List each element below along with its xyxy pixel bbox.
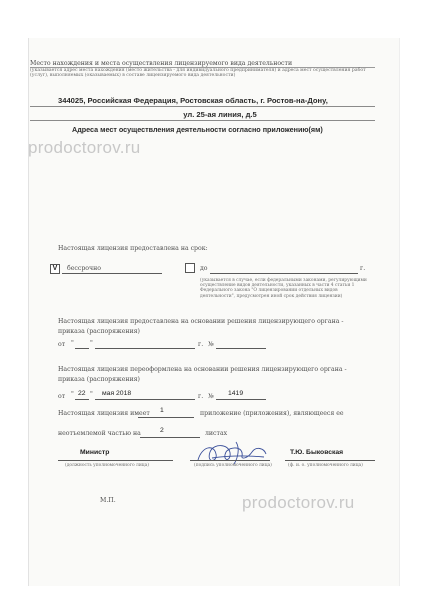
position-underline <box>58 460 173 461</box>
unlimited-underline <box>62 273 162 274</box>
grant-month-underline <box>95 348 195 349</box>
reissue-number: 1419 <box>228 390 244 397</box>
grant-quote-close: " <box>90 340 93 347</box>
until-checkbox <box>185 263 195 273</box>
name-underline <box>285 460 375 461</box>
appendices-prefix: Настоящая лицензия имеет <box>58 410 150 417</box>
reissue-label-line-1: Настоящая лицензия переоформлена на основании решения лицензирующего органа - <box>58 366 347 373</box>
grant-number-underline <box>216 348 266 349</box>
term-label: Настоящая лицензия предоставлена на срок: <box>58 245 208 252</box>
appendices-pages-underline <box>140 437 200 438</box>
reissue-month-year: мая 2018 <box>102 390 132 397</box>
address-underline-1 <box>30 106 375 107</box>
watermark-bottom: prodoctorov.ru <box>242 493 355 512</box>
grant-day-underline <box>75 348 89 349</box>
until-prefix: до <box>200 265 208 272</box>
grant-number-sign: № <box>208 341 214 348</box>
signature-note: (подпись уполномоченного лица) <box>194 463 272 468</box>
grant-label-line-2: приказа (распоряжения) <box>58 328 140 335</box>
grant-year-suffix: г. <box>198 341 204 348</box>
reissue-month-underline <box>95 399 195 400</box>
address-line-2: ул. 25-ая линия, д.5 <box>183 110 257 119</box>
until-date-underline <box>210 273 358 274</box>
appendices-suffix: листах <box>205 430 228 437</box>
reissue-from: от <box>58 393 66 400</box>
address-underline-2 <box>30 120 375 121</box>
appendices-count: 1 <box>160 407 164 414</box>
reissue-year-suffix: г. <box>198 393 204 400</box>
reissue-label-line-2: приказа (распоряжения) <box>58 376 140 383</box>
reissue-quote-open: " <box>71 391 74 398</box>
grant-quote-open: " <box>71 340 74 347</box>
reissue-number-sign: № <box>208 393 214 400</box>
address-line-1: 344025, Российская Федерация, Ростовская область, г. Ростов-на-Дону, <box>58 96 328 105</box>
term-note: (указывается в случае, если федеральными законами, регулирующими осуществление видов деятельности, указанных в части 4 статьи 1 Федерального закона "О лицензировании отдельных видов деятельности", предусмотрен иной срок действия лицензии) <box>200 278 367 299</box>
signatory-name: Т.Ю. Быковская <box>290 449 344 456</box>
checkbox-check-mark: V <box>52 265 58 272</box>
reissue-number-underline <box>216 399 266 400</box>
signature-underline <box>190 460 270 461</box>
address-line-3: Адреса мест осуществления деятельности согласно приложению(ям) <box>72 125 323 134</box>
unlimited-checkbox <box>50 264 60 274</box>
appendices-line-2-prefix: неотъемлемой частью на <box>58 430 141 437</box>
stamp-mark: М.П. <box>100 497 116 504</box>
location-heading: Место нахождения и места осуществления лицензируемого вида деятельности <box>30 60 293 67</box>
appendices-pages: 2 <box>160 427 164 434</box>
signatory-position: Министр <box>80 449 110 456</box>
appendices-count-underline <box>138 417 194 418</box>
grant-label-line-1: Настоящая лицензия предоставлена на основании решения лицензирующего органа - <box>58 318 344 325</box>
name-note: (ф. и. о. уполномоченного лица) <box>288 463 363 468</box>
location-heading-note: (указывается адрес места нахождения (место жительства - для индивидуального предпринимателя) и адреса мест осуществления работ (услуг), выполняемых (оказываемых) в составе лицензируемого вида деятельности) <box>30 68 366 79</box>
reissue-day-underline <box>75 399 89 400</box>
grant-from: от <box>58 341 66 348</box>
position-note: (должность уполномоченного лица) <box>65 463 149 468</box>
watermark-top: prodoctorov.ru <box>28 138 141 157</box>
appendices-middle: приложение (приложения), являющееся ее <box>200 410 344 417</box>
reissue-day: 22 <box>78 390 86 397</box>
reissue-quote-close: " <box>90 391 93 398</box>
until-year-suffix: г. <box>360 265 366 272</box>
unlimited-label: бессрочно <box>67 265 101 272</box>
